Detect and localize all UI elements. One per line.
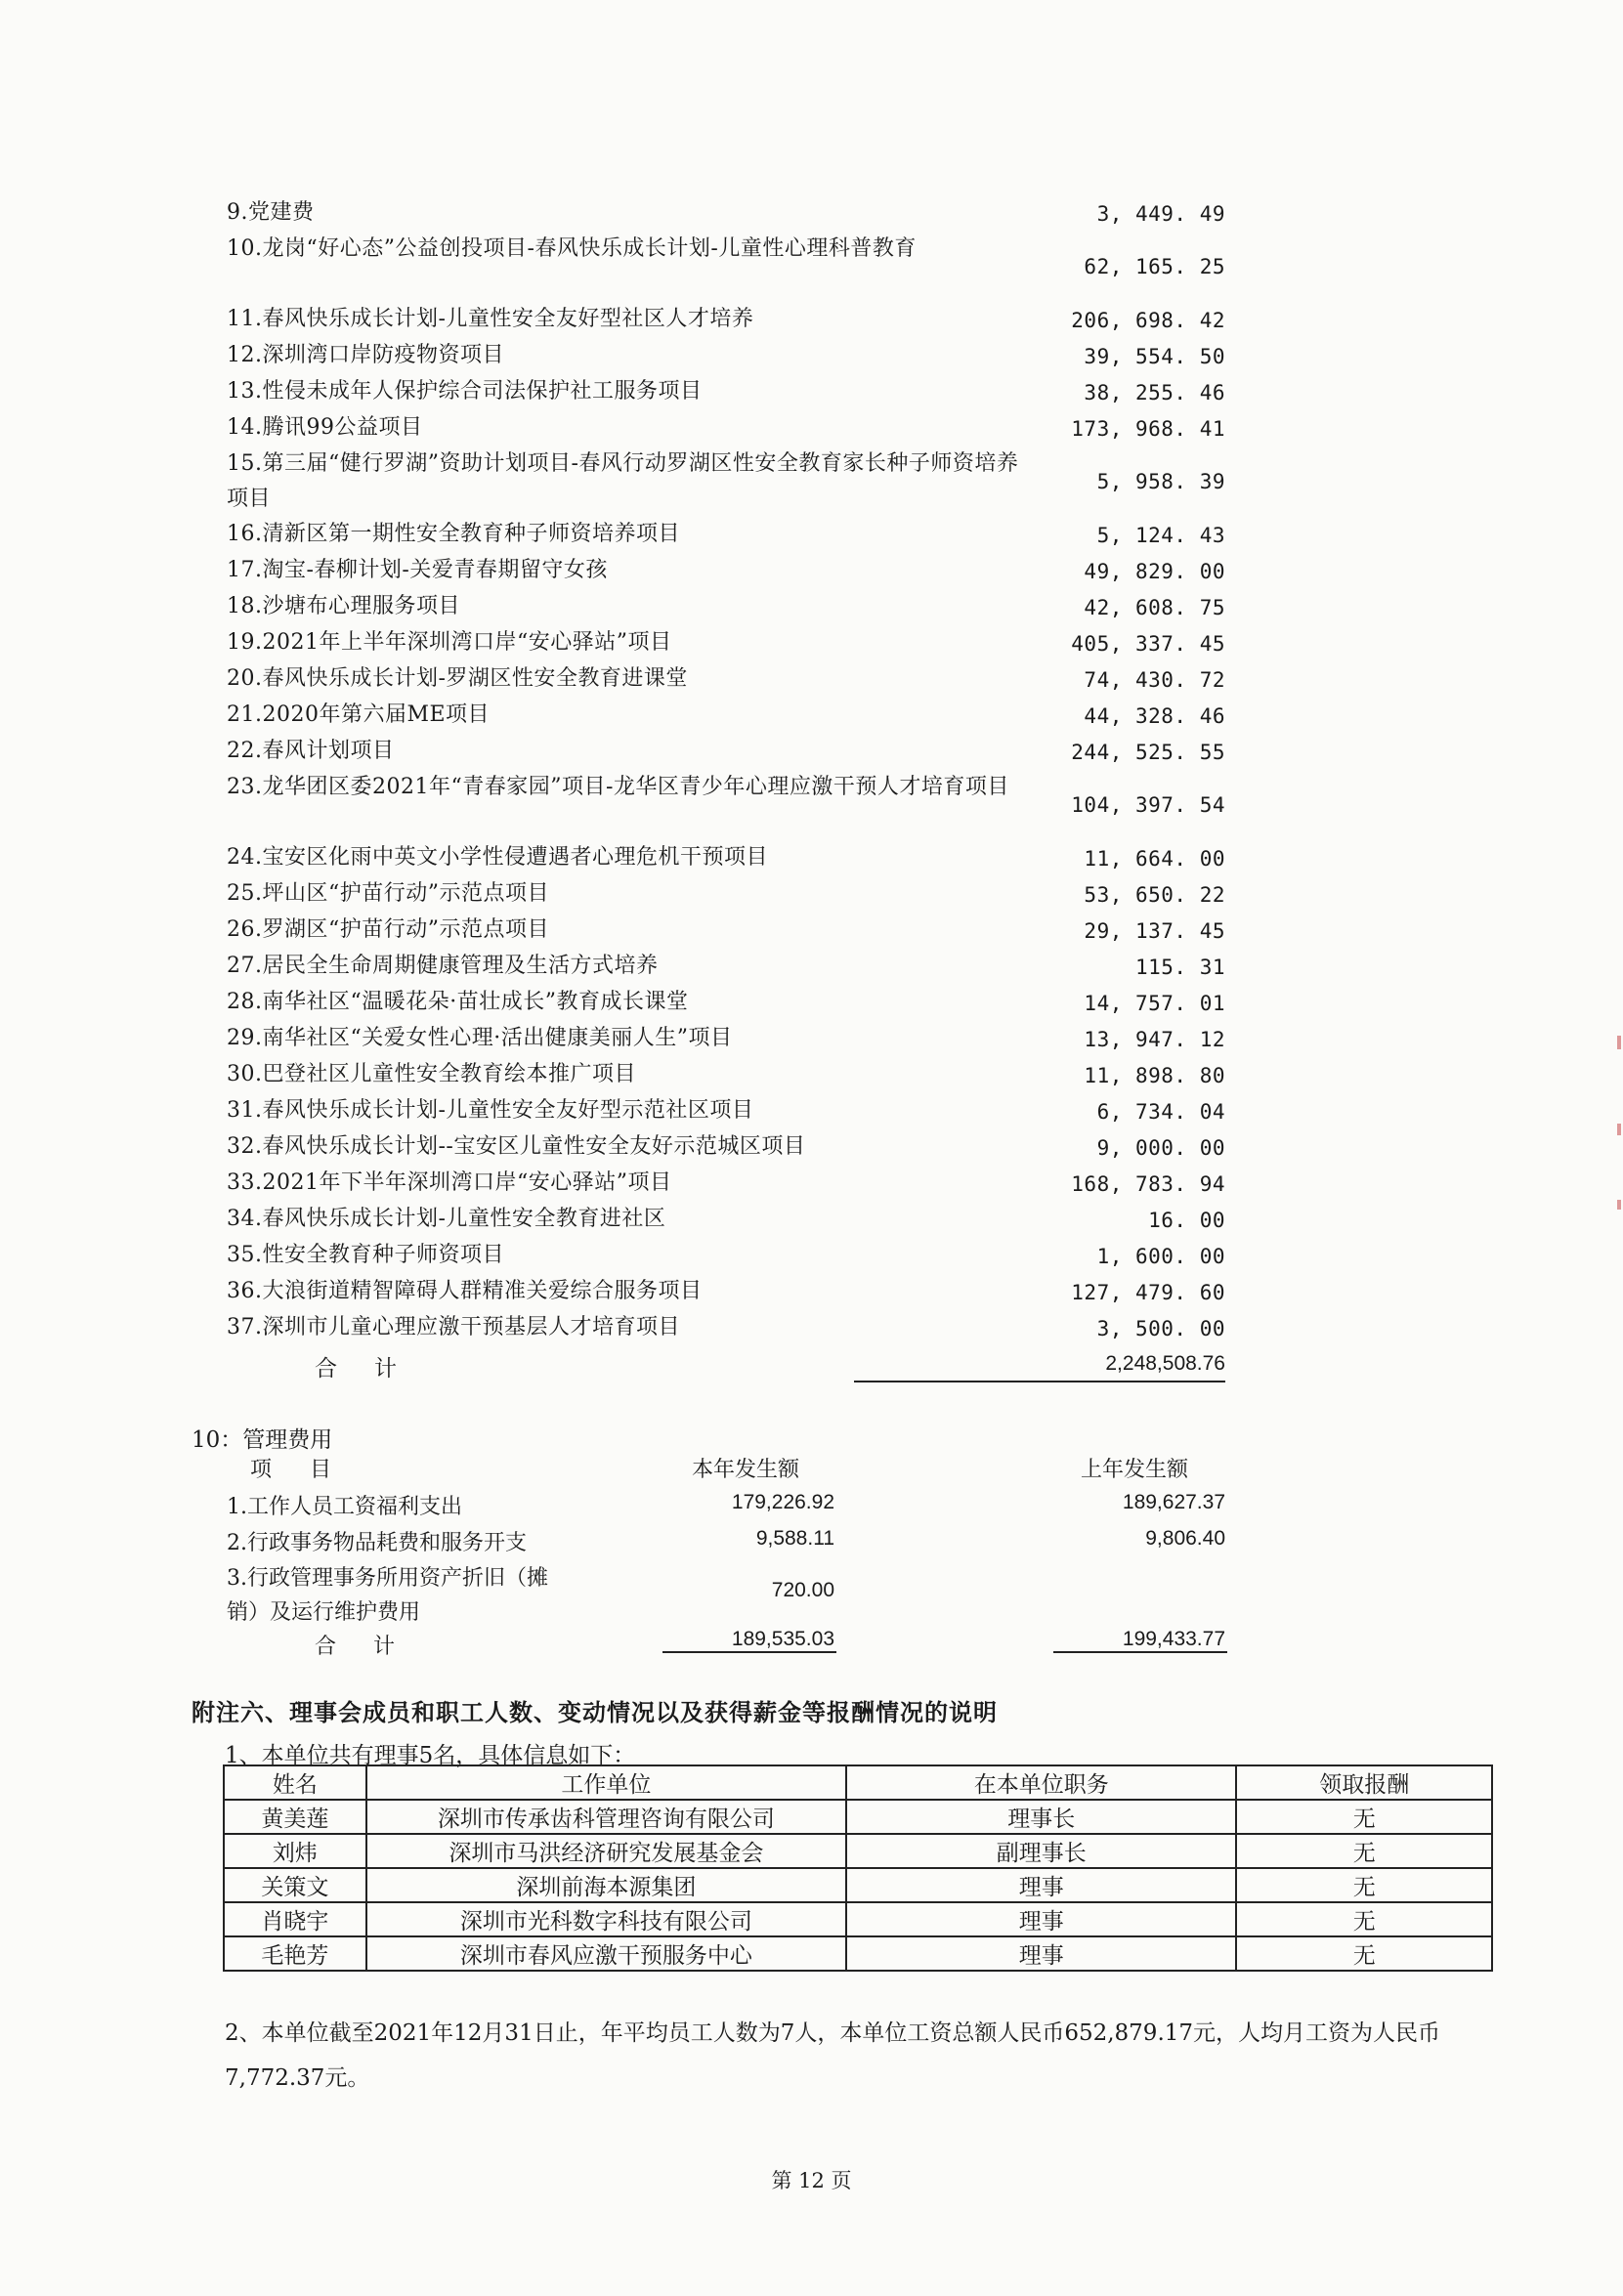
expense-item-label: 25.坪山区“护苗行动”示范点项目	[227, 881, 549, 906]
expense-item-label: 27.居民全生命周期健康管理及生活方式培养	[227, 954, 659, 978]
expense-item-label: 19.2021年上半年深圳湾口岸“安心驿站”项目	[227, 630, 672, 655]
expense-row	[227, 770, 1225, 840]
table-row	[224, 1834, 1492, 1868]
expense-row	[227, 876, 1225, 913]
expense-item-label: 36.大浪街道精智障碍人群精准关爱综合服务项目	[227, 1279, 703, 1303]
mgmt-row-current: 9,588.11	[755, 1527, 834, 1550]
expense-row	[227, 553, 1225, 589]
table-row	[224, 1800, 1492, 1834]
expense-item-label: 24.宝安区化雨中英文小学性侵遭遇者心理危机干预项目	[227, 845, 768, 870]
expense-item-amount: 115. 31	[1134, 955, 1225, 979]
expense-item-amount: 5, 124. 43	[1096, 523, 1225, 547]
member-unit: 深圳前海本源集团	[366, 1868, 846, 1902]
expense-item-label: 31.春风快乐成长计划-儿童性安全友好型示范社区项目	[227, 1098, 754, 1123]
mgmt-total-label: 合计	[315, 1635, 433, 1659]
current-total-underline	[662, 1651, 836, 1653]
expense-row	[227, 338, 1225, 374]
note-six-title: 附注六、理事会成员和职工人数、变动情况以及获得薪金等报酬情况的说明	[192, 1698, 998, 1726]
expense-item-label: 21.2020年第六届ME项目	[227, 702, 491, 727]
member-role: 副理事长	[846, 1834, 1236, 1868]
expense-item-label: 32.春风快乐成长计划--宝安区儿童性安全友好示范城区项目	[227, 1134, 806, 1159]
expense-item-amount: 16. 00	[1148, 1208, 1225, 1232]
expense-row	[227, 589, 1225, 625]
expense-item-label: 13.性侵未成年人保护综合司法保护社工服务项目	[227, 379, 703, 404]
member-name: 关策文	[224, 1868, 366, 1902]
member-pay: 无	[1236, 1936, 1492, 1971]
expense-total-amount: 2,248,508.76	[1105, 1352, 1225, 1375]
member-pay: 无	[1236, 1834, 1492, 1868]
expense-item-amount: 11, 664. 00	[1084, 846, 1225, 871]
expense-item-label: 11.春风快乐成长计划-儿童性安全友好型社区人才培养	[227, 307, 754, 331]
mgmt-row-current: 179,226.92	[731, 1491, 834, 1513]
expense-row	[227, 1238, 1225, 1274]
expense-item-label: 9.党建费	[227, 200, 315, 225]
expense-item-amount: 127, 479. 60	[1071, 1280, 1225, 1304]
expense-item-amount: 29, 137. 45	[1084, 918, 1225, 943]
expense-item-amount: 53, 650. 22	[1084, 882, 1225, 907]
expense-item-amount: 74, 430. 72	[1084, 667, 1225, 692]
page-number: 第 12 页	[771, 2169, 852, 2192]
member-role: 理事	[846, 1902, 1236, 1936]
expense-row	[227, 374, 1225, 410]
expense-item-amount: 1, 600. 00	[1096, 1244, 1225, 1268]
expense-row	[227, 1021, 1225, 1057]
expense-item-amount: 104, 397. 54	[1071, 793, 1225, 817]
expense-row	[227, 446, 1225, 517]
col-header-previous: 上年发生额	[1081, 1458, 1189, 1482]
expense-item-label: 26.罗湖区“护苗行动”示范点项目	[227, 917, 549, 942]
expense-item-amount: 3, 449. 49	[1096, 201, 1225, 226]
expense-item-amount: 168, 783. 94	[1071, 1171, 1225, 1196]
management-expense-title: 10：管理费用	[192, 1427, 333, 1453]
scan-edge-mark	[1617, 1124, 1621, 1135]
note-six-paragraph-2: 2、本单位截至2021年12月31日止，年平均员工人数为7人，本单位工资总额人民币652,879.17元，人均月工资为人民币7,772.37元。	[225, 2020, 1441, 2091]
mgmt-total-previous: 199,433.77	[1122, 1628, 1225, 1650]
note-six-paragraph-1: 1、本单位共有理事5名，具体信息如下：	[225, 1743, 636, 1768]
expense-item-label: 18.沙塘布心理服务项目	[227, 594, 460, 618]
scan-edge-mark	[1617, 1036, 1621, 1049]
header-unit: 工作单位	[366, 1765, 846, 1800]
mgmt-row-label: 2.行政事务物品耗费和服务开支	[227, 1531, 527, 1555]
member-role: 理事	[846, 1936, 1236, 1971]
expense-item-amount: 244, 525. 55	[1071, 740, 1225, 764]
expense-row	[227, 1057, 1225, 1093]
mgmt-row-current: 720.00	[771, 1579, 834, 1601]
expense-item-amount: 14, 757. 01	[1084, 991, 1225, 1015]
member-pay: 无	[1236, 1800, 1492, 1834]
expense-item-amount: 62, 165. 25	[1084, 255, 1225, 278]
expense-row	[227, 1129, 1225, 1166]
expense-item-label: 30.巴登社区儿童性安全教育绘本推广项目	[227, 1062, 636, 1086]
expense-row	[227, 195, 1225, 232]
expense-row	[227, 1093, 1225, 1129]
member-unit: 深圳市传承齿科管理咨询有限公司	[366, 1800, 846, 1834]
col-header-current: 本年发生额	[692, 1458, 800, 1482]
expense-row	[227, 913, 1225, 949]
member-role: 理事	[846, 1868, 1236, 1902]
expense-item-label: 15.第三届“健行罗湖”资助计划项目-春风行动罗湖区性安全教育家长种子师资培养项目	[227, 451, 1019, 511]
expense-item-label: 14.腾讯99公益项目	[227, 415, 423, 440]
expense-total-label: 合计	[315, 1356, 434, 1382]
member-unit: 深圳市光科数字科技有限公司	[366, 1902, 846, 1936]
col-header-item: 项 目	[250, 1458, 347, 1482]
expense-row	[227, 1202, 1225, 1238]
expense-item-label: 17.淘宝-春柳计划-关爱青春期留守女孩	[227, 558, 608, 582]
mgmt-row-previous: 189,627.37	[1122, 1491, 1225, 1513]
mgmt-row-label: 3.行政管理事务所用资产折旧（摊	[227, 1566, 548, 1591]
scan-edge-mark	[1617, 1200, 1621, 1210]
board-members-table	[223, 1765, 1493, 1972]
member-name: 毛艳芳	[224, 1936, 366, 1971]
expense-row	[227, 698, 1225, 734]
table-row	[224, 1868, 1492, 1902]
expense-item-label: 16.清新区第一期性安全教育种子师资培养项目	[227, 522, 680, 546]
member-name: 刘炜	[224, 1834, 366, 1868]
expense-row	[227, 734, 1225, 770]
table-header-row	[224, 1765, 1492, 1800]
expense-item-amount: 11, 898. 80	[1084, 1063, 1225, 1087]
table-row	[224, 1902, 1492, 1936]
mgmt-total-current: 189,535.03	[731, 1628, 834, 1650]
member-role: 理事长	[846, 1800, 1236, 1834]
expense-row	[227, 949, 1225, 985]
expense-item-amount: 39, 554. 50	[1084, 344, 1225, 368]
expense-row	[227, 625, 1225, 661]
expense-item-label: 23.龙华团区委2021年“青春家园”项目-龙华区青少年心理应激干预人才培育项目	[227, 775, 1009, 799]
previous-total-underline	[1053, 1651, 1227, 1653]
expense-item-amount: 206, 698. 42	[1071, 308, 1225, 332]
member-unit: 深圳市春风应激干预服务中心	[366, 1936, 846, 1971]
expense-item-label: 37.深圳市儿童心理应激干预基层人才培育项目	[227, 1315, 680, 1339]
expense-item-amount: 5, 958. 39	[1096, 470, 1225, 493]
mgmt-row-label: 1.工作人员工资福利支出	[227, 1495, 462, 1519]
expense-row	[227, 661, 1225, 698]
expense-row	[227, 840, 1225, 876]
expense-row	[227, 517, 1225, 553]
expense-item-amount: 173, 968. 41	[1071, 416, 1225, 441]
mgmt-row-previous: 9,806.40	[1145, 1527, 1225, 1550]
expense-item-label: 22.春风计划项目	[227, 739, 395, 763]
member-pay: 无	[1236, 1902, 1492, 1936]
expense-item-amount: 6, 734. 04	[1096, 1099, 1225, 1124]
member-name: 黄美莲	[224, 1800, 366, 1834]
program-expense-list	[227, 195, 1225, 1383]
expense-row	[227, 1310, 1225, 1346]
expense-row	[227, 1166, 1225, 1202]
expense-row	[227, 985, 1225, 1021]
expense-item-amount: 9, 000. 00	[1096, 1135, 1225, 1160]
header-pay: 领取报酬	[1236, 1765, 1492, 1800]
expense-item-label: 10.龙岗“好心态”公益创投项目-春风快乐成长计划-儿童性心理科普教育	[227, 236, 917, 261]
expense-item-amount: 44, 328. 46	[1084, 703, 1225, 728]
expense-item-amount: 38, 255. 46	[1084, 380, 1225, 404]
expense-row	[227, 302, 1225, 338]
expense-item-label: 12.深圳湾口岸防疫物资项目	[227, 343, 504, 367]
expense-item-amount: 42, 608. 75	[1084, 595, 1225, 619]
expense-item-label: 20.春风快乐成长计划-罗湖区性安全教育进课堂	[227, 666, 688, 691]
expense-item-amount: 13, 947. 12	[1084, 1027, 1225, 1051]
member-name: 肖晓宇	[224, 1902, 366, 1936]
expense-item-label: 34.春风快乐成长计划-儿童性安全教育进社区	[227, 1207, 666, 1231]
expense-item-label: 29.南华社区“关爱女性心理·活出健康美丽人生”项目	[227, 1026, 733, 1050]
expense-row	[227, 1274, 1225, 1310]
table-row	[224, 1936, 1492, 1971]
expense-total-underline	[854, 1381, 1225, 1382]
header-role: 在本单位职务	[846, 1765, 1236, 1800]
member-pay: 无	[1236, 1868, 1492, 1902]
expense-item-amount: 49, 829. 00	[1084, 559, 1225, 583]
mgmt-row-label-cont: 销）及运行维护费用	[227, 1600, 421, 1625]
expense-row	[227, 232, 1225, 302]
expense-item-amount: 3, 500. 00	[1096, 1316, 1225, 1340]
expense-item-label: 33.2021年下半年深圳湾口岸“安心驿站”项目	[227, 1170, 672, 1195]
member-unit: 深圳市马洪经济研究发展基金会	[366, 1834, 846, 1868]
header-name: 姓名	[224, 1765, 366, 1800]
expense-item-amount: 405, 337. 45	[1071, 631, 1225, 656]
expense-item-label: 28.南华社区“温暖花朵·苗壮成长”教育成长课堂	[227, 990, 689, 1014]
expense-total-row	[227, 1346, 1225, 1383]
expense-item-label: 35.性安全教育种子师资项目	[227, 1243, 504, 1267]
expense-row	[227, 410, 1225, 446]
